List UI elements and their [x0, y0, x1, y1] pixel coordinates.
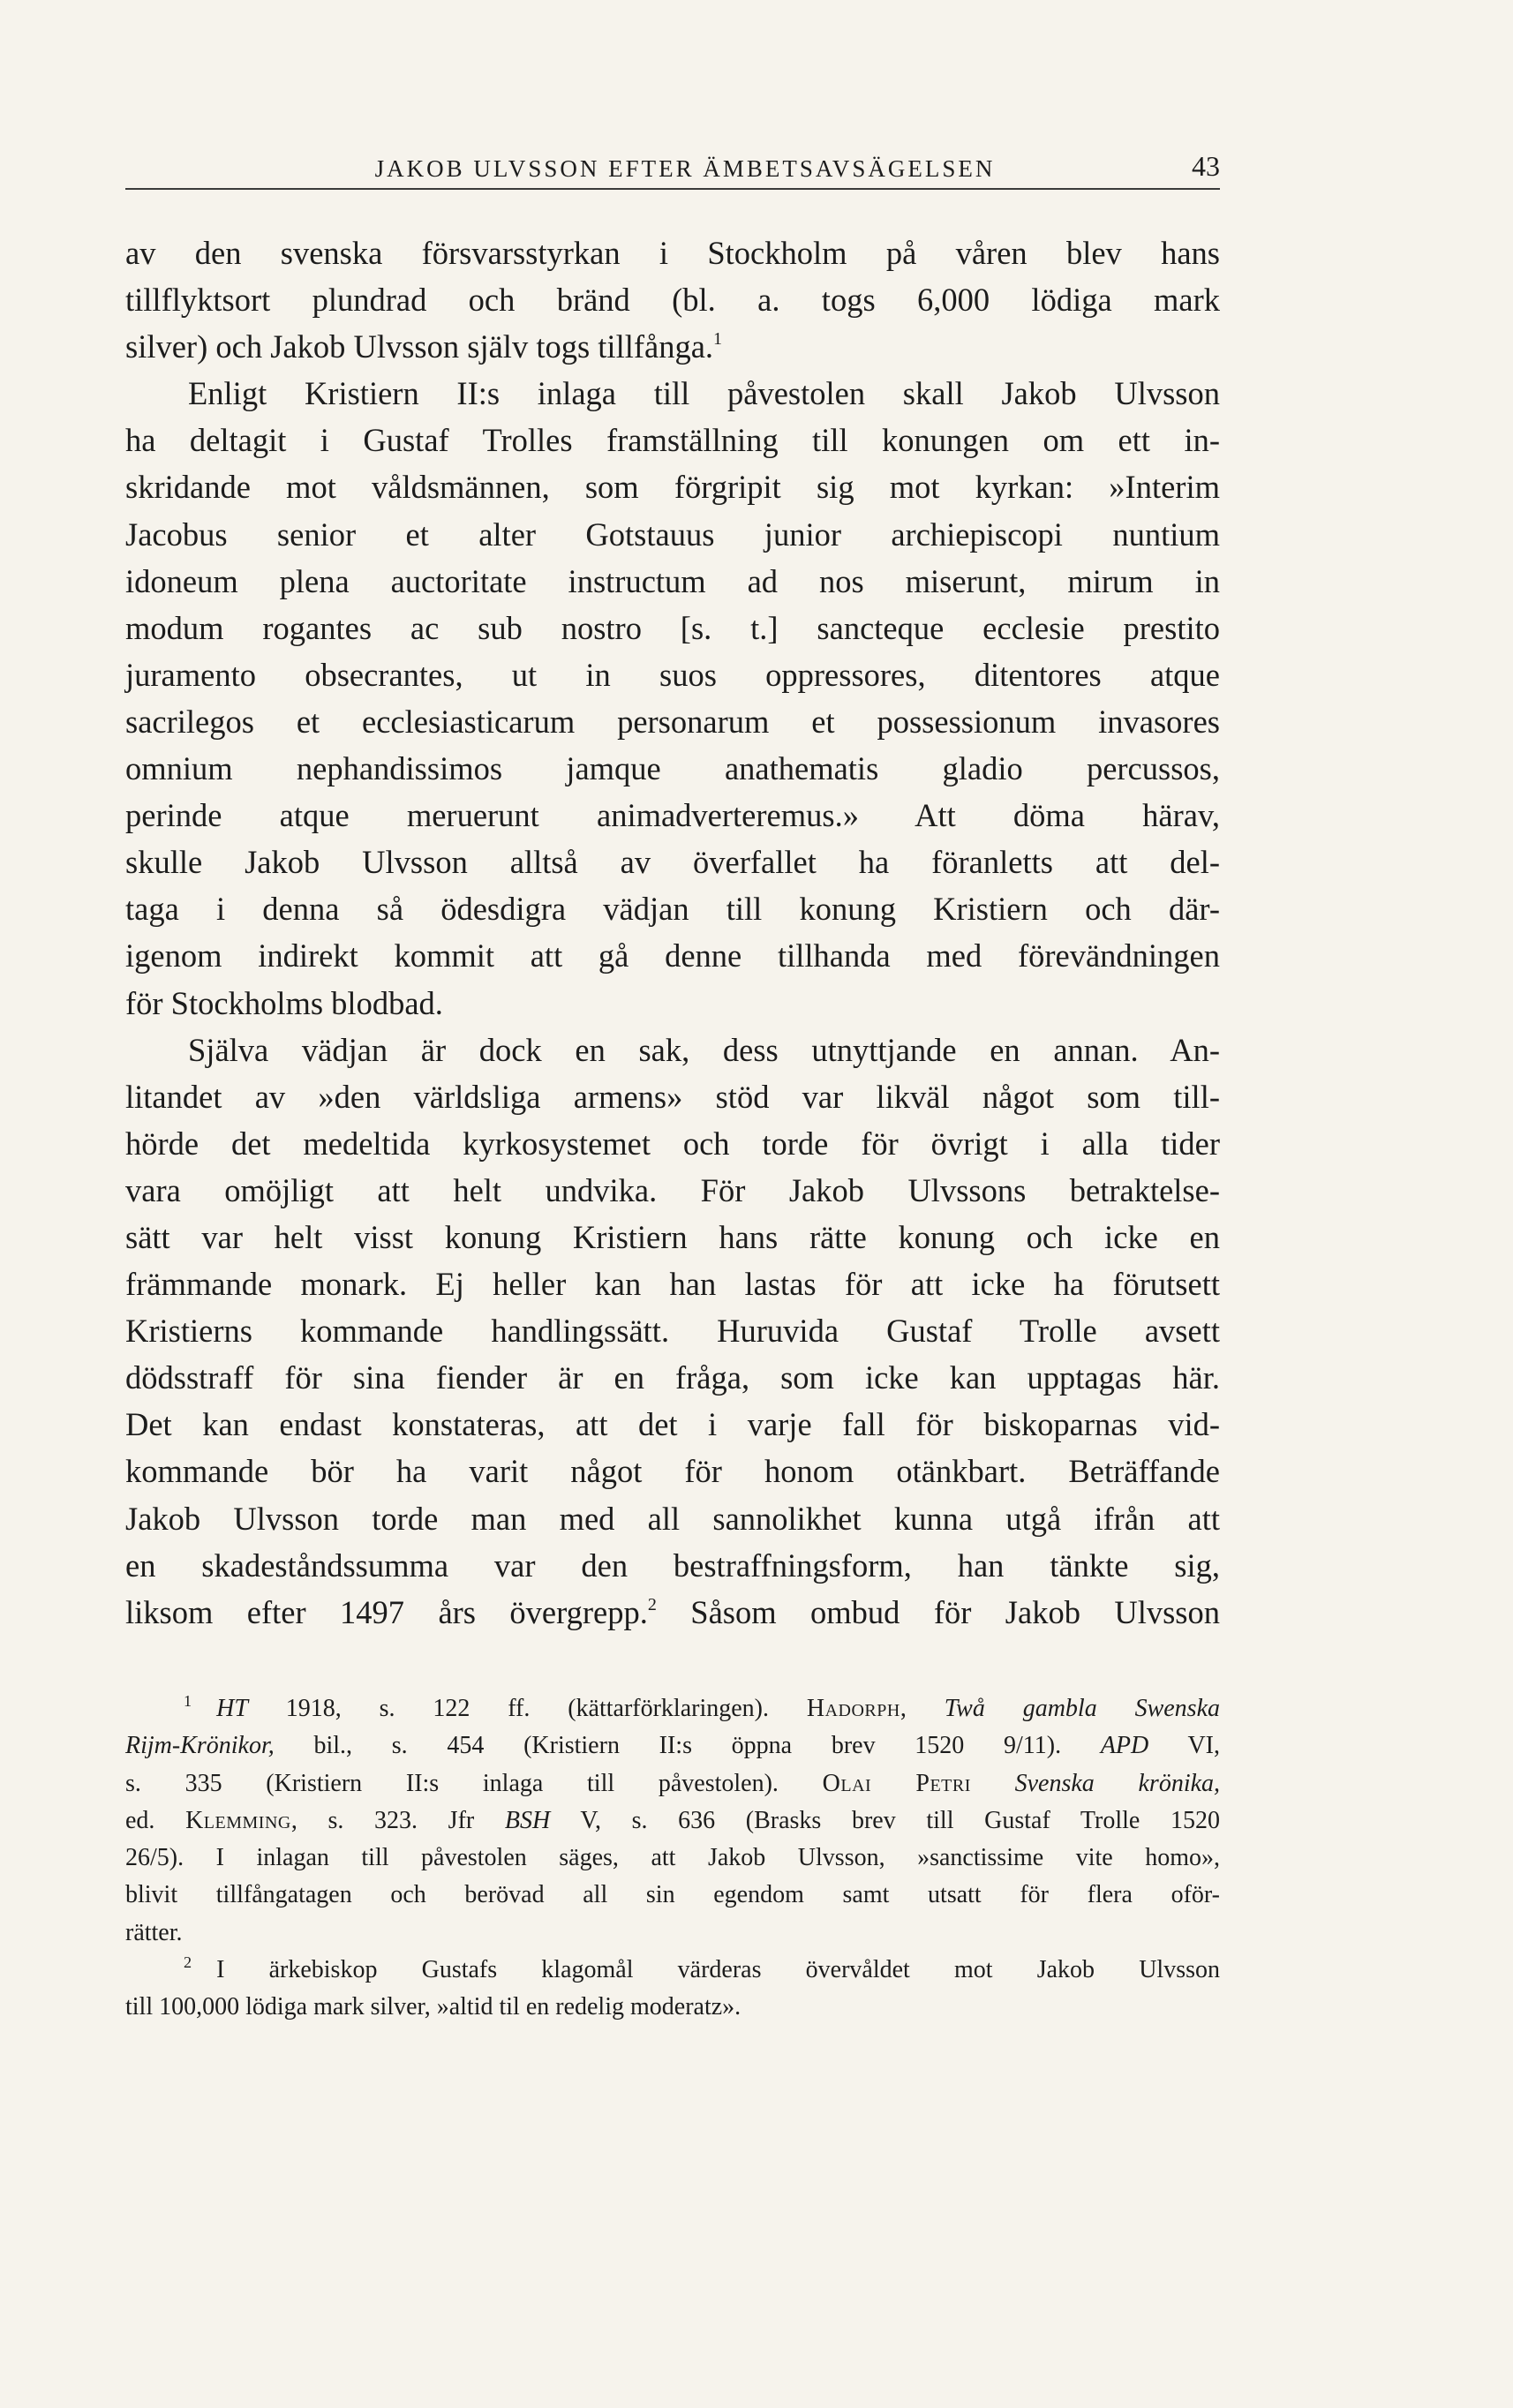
text-line: omnium nephandissimos jamque anathematis gladio percussos,: [125, 750, 1220, 787]
text-line: sacrilegos et ecclesiasticarum personarum et possessionum invasores: [125, 703, 1220, 740]
text-line: tillflyktsort plundrad och bränd (bl. a. togs 6,000 lödiga mark: [125, 282, 1220, 319]
text-line: modum rogantes ac sub nostro [s. t.] sancteque ecclesie prestito: [125, 609, 1220, 646]
footnote-line: Rijm-Krönikor, bil., s. 454 (Kristiern II:s öppna brev 1520 9/11). APD VI,: [125, 1732, 1221, 1760]
footnote-ref-2[interactable]: 2: [647, 1594, 657, 1614]
text-line: hörde det medeltida kyrkosystemet och torde för övrigt i alla tider: [125, 1125, 1220, 1162]
footnotes: [125, 1690, 1220, 2027]
text-line: vara omöjligt att helt undvika. För Jakob Ulvssons betraktelse-: [125, 1171, 1220, 1208]
text-line: taga i denna så ödesdigra vädjan till konung Kristiern och där-: [125, 891, 1220, 928]
text-line: skridande mot våldsmännen, som förgripit sig mot kyrkan: »Interim: [125, 469, 1220, 506]
running-title: JAKOB ULVSSON EFTER ÄMBETSAVSÄGELSEN: [374, 155, 996, 182]
text-line: juramento obsecrantes, ut in suos oppressores, ditentores atque: [125, 656, 1220, 693]
text-line: perinde atque meruerunt animadverteremus.» Att döma härav,: [125, 797, 1220, 834]
paragraph-3: [125, 1027, 1220, 1636]
footnote-line: ed. Klemming, s. 323. Jfr BSH V, s. 636 (Brasks brev till Gustaf Trolle 1520: [125, 1806, 1220, 1834]
text-line: Jacobus senior et alter Gotstauus junior archiepiscopi nuntium: [125, 515, 1220, 553]
footnote-line: $^2$ I ärkebiskop Gustafs klagomål värderas övervåldet mot Jakob Ulvsson: [184, 1953, 1220, 1984]
footnote-line: rätter.: [125, 1918, 183, 1946]
text-line: idoneum plena auctoritate instructum ad nos miserunt, mirum in: [125, 562, 1220, 599]
text-line: silver) och Jakob Ulvsson själv togs tillfånga.$^1$: [125, 328, 723, 365]
text-line: för Stockholms blodbad.: [125, 984, 443, 1021]
footnote-line: s. 335 (Kristiern II:s inlaga till påvestolen). Olai Petri Svenska krönika,: [125, 1769, 1221, 1797]
text-line: ha deltagit i Gustaf Trolles framställning till konungen om ett in-: [125, 422, 1220, 459]
footnote-line: blivit tillfångatagen och berövad all sin egendom samt utsatt för flera oför-: [125, 1881, 1220, 1909]
text-line: Enligt Kristiern II:s inlaga till påvestolen skall Jakob Ulvsson: [188, 375, 1220, 412]
footnote-2: [125, 1952, 1220, 2027]
footnote-line: till 100,000 lödiga mark silver, »altid til en redelig moderatz».: [125, 1993, 741, 2021]
text-line: igenom indirekt kommit att gå denne tillhanda med förevändningen: [125, 937, 1220, 974]
paragraph-1: [125, 230, 1220, 370]
body-text: [125, 230, 1220, 1636]
text-line: Det kan endast konstateras, att det i varje fall för biskoparnas vid-: [125, 1406, 1220, 1443]
text-line: Jakob Ulvsson torde man med all sannolikhet kunna utgå ifrån att: [125, 1500, 1220, 1537]
running-head: [125, 150, 1220, 190]
footnote-mark-1: 1: [184, 1692, 192, 1711]
text-line: litandet av »den världsliga armens» stöd var likväl något som till-: [125, 1078, 1220, 1115]
footnote-line: 26/5). I inlagan till påvestolen säges, att Jakob Ulvsson, »sanctissime vite homo»,: [125, 1844, 1220, 1872]
page-number: 43: [1192, 150, 1220, 182]
footnote-line: $^1$ HT 1918, s. 122 ff. (kättarförklaringen). Hadorph, Twå gambla Swenska: [184, 1692, 1221, 1722]
text-line: sätt var helt visst konung Kristiern hans rätte konung och icke en: [125, 1218, 1220, 1255]
text-line: skulle Jakob Ulvsson alltså av överfallet ha föranletts att del-: [125, 844, 1220, 881]
footnote-1: [125, 1690, 1220, 1952]
text-line: Själva vädjan är dock en sak, dess utnyttjande en annan. An-: [188, 1031, 1220, 1068]
text-line: av den svenska försvarsstyrkan i Stockholm på våren blev hans: [125, 235, 1220, 271]
paragraph-2: [125, 370, 1220, 1026]
footnote-ref-1[interactable]: 1: [713, 329, 723, 350]
text-line: främmande monark. Ej heller kan han lastas för att icke ha förutsett: [125, 1266, 1220, 1303]
footnote-mark-2: 2: [184, 1953, 192, 1972]
text-line: kommande bör ha varit något för honom otänkbart. Beträffande: [125, 1453, 1220, 1490]
text-line: dödsstraff för sina fiender är en fråga, som icke kan upptagas här.: [125, 1359, 1220, 1396]
text-line: Kristierns kommande handlingssätt. Huruvida Gustaf Trolle avsett: [125, 1313, 1220, 1350]
text-line: en skadeståndssumma var den bestraffningsform, han tänkte sig,: [125, 1546, 1220, 1584]
text-line: liksom efter 1497 års övergrepp.$^2$ Såsom ombud för Jakob Ulvsson: [125, 1593, 1221, 1630]
